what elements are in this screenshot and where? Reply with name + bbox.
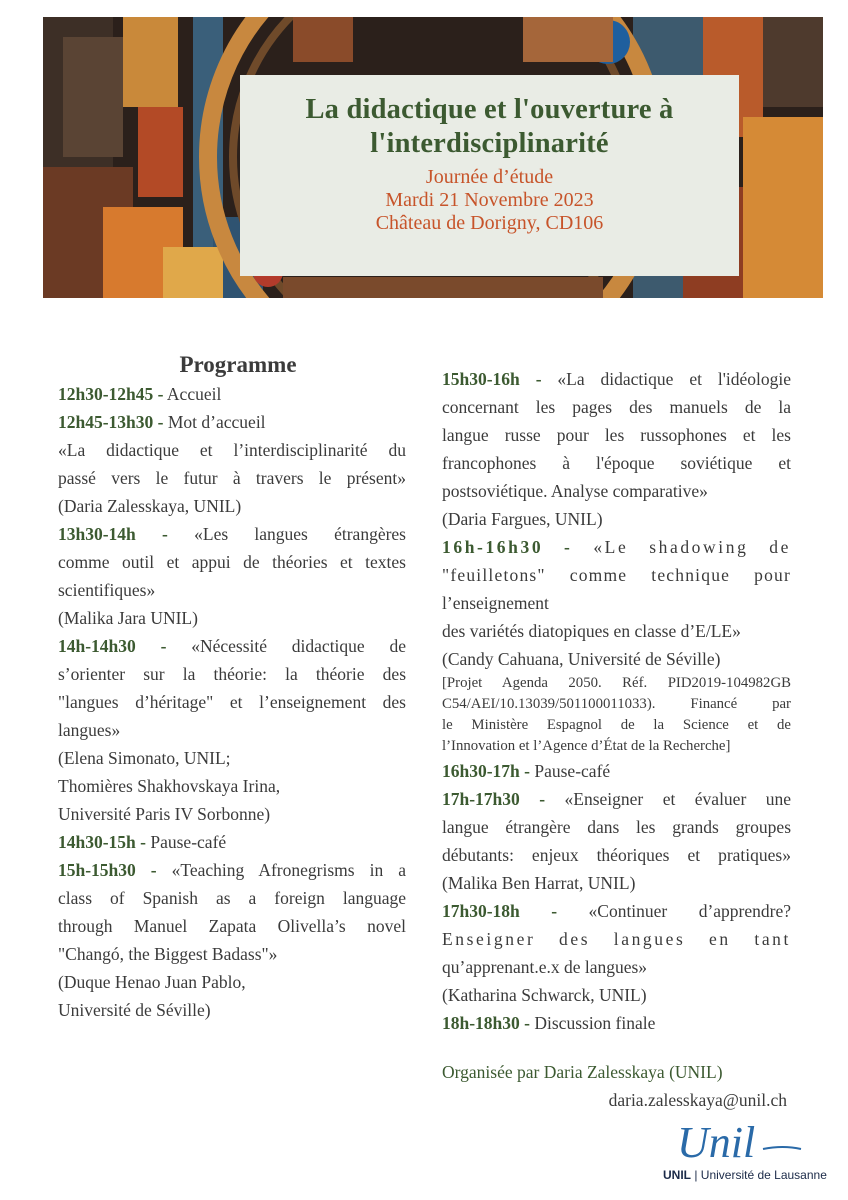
event-title-line2: l'interdisciplinarité	[370, 128, 609, 159]
program-entry	[442, 785, 791, 813]
entry-time: 14h30-15h -	[58, 832, 146, 852]
program-heading: Programme	[179, 352, 297, 377]
entry-text: «Le shadowing de	[572, 537, 791, 557]
entry-speaker: (Candy Cahuana, Université de Séville)	[442, 649, 721, 669]
logo-caption	[663, 1168, 827, 1182]
entry-speaker: (Elena Simonato, UNIL;	[58, 748, 231, 768]
funding-note-line: l’Innovation et l’Agence d’État de la Recherche]	[442, 738, 731, 754]
entry-text: «La didactique et l'idéologie	[541, 369, 791, 389]
entry-time: 16h-16h30 -	[442, 537, 573, 557]
unil-logo	[663, 1119, 827, 1189]
entry-speaker: (Daria Zalesskaya, UNIL)	[58, 496, 242, 516]
entry-speaker: (Katharina Schwarck, UNIL)	[442, 985, 647, 1005]
entry-text: Pause-café	[146, 832, 227, 852]
program-entry	[58, 856, 406, 884]
entry-speaker: (Malika Ben Harrat, UNIL)	[442, 873, 636, 893]
entry-text: «Enseigner et évaluer une	[545, 789, 791, 809]
event-date: Mardi 21 Novembre 2023	[385, 189, 594, 211]
entry-time: 13h30-14h -	[58, 524, 168, 544]
entry-line: postsoviétique. Analyse comparative»	[442, 481, 708, 501]
entry-line: scientifiques»	[58, 580, 156, 600]
program-entry	[442, 897, 791, 925]
entry-line: passé vers le futur à travers le présent»	[58, 468, 406, 488]
entry-line: "langues d’héritage" et l’enseignement des	[58, 692, 406, 712]
program-left-column	[58, 350, 406, 1024]
entry-text: Mot d’accueil	[163, 412, 266, 432]
entry-line: through Manuel Zapata Olivella’s novel	[58, 916, 406, 936]
entry-line: l’enseignement	[442, 593, 549, 613]
entry-line: langues»	[58, 720, 121, 740]
entry-line: s’orienter sur la théorie: la théorie des	[58, 664, 406, 684]
entry-line: "feuilletons" comme technique pour	[442, 565, 791, 585]
program-entry	[58, 632, 406, 660]
event-title	[240, 93, 739, 161]
entry-line: des variétés diatopiques en classe d’E/LE»	[442, 621, 741, 641]
entry-time: 12h45-13h30 -	[58, 412, 164, 432]
logo-script-text: Unil	[677, 1119, 756, 1165]
entry-line: langue russe pour les russophones et les	[442, 425, 791, 445]
entry-speaker: (Malika Jara UNIL)	[58, 608, 198, 628]
contact-email[interactable]: daria.zalesskaya@unil.ch	[608, 1090, 787, 1110]
entry-line: class of Spanish as a foreign language	[58, 888, 406, 908]
entry-line: «La didactique et l’interdisciplinarité du	[58, 440, 406, 460]
funding-note-line: [Projet Agenda 2050. Réf. PID2019-104982GB	[442, 675, 791, 691]
program-entry	[58, 828, 406, 856]
entry-speaker: (Daria Fargues, UNIL)	[442, 509, 603, 529]
entry-line: comme outil et appui de théories et textes	[58, 552, 406, 572]
entry-line: langue étrangère dans les grands groupes	[442, 817, 791, 837]
program-entry	[58, 380, 406, 408]
program-entry	[442, 533, 791, 561]
entry-line: concernant les pages des manuels de la	[442, 397, 791, 417]
program-entry	[442, 757, 791, 785]
entry-text: «Les langues étrangères	[167, 524, 406, 544]
entry-text: «Continuer d’apprendre?	[557, 901, 792, 921]
program-right-column	[442, 365, 791, 1037]
program-entry	[58, 520, 406, 548]
entry-text: «Nécessité didactique de	[166, 636, 406, 656]
entry-line: francophones à l'époque soviétique et	[442, 453, 791, 473]
logo-university-name: Université de Lausanne	[700, 1168, 827, 1182]
entry-text: Accueil	[163, 384, 222, 404]
entry-text: «Teaching Afronegrisms in a	[156, 860, 406, 880]
title-box	[240, 75, 739, 276]
entry-time: 17h30-18h -	[442, 901, 558, 921]
funding-note-line: C54/AEI/10.13039/501100011033). Financé par	[442, 696, 791, 712]
entry-time: 18h-18h30 -	[442, 1013, 530, 1033]
entry-speaker: Thomières Shakhovskaya Irina,	[58, 776, 281, 796]
entry-time: 15h-15h30 -	[58, 860, 157, 880]
event-type: Journée d’étude	[425, 166, 554, 188]
entry-text: Discussion finale	[530, 1013, 656, 1033]
program-entry	[58, 408, 406, 436]
entry-time: 14h-14h30 -	[58, 636, 167, 656]
entry-line: "Changó, the Biggest Badass"»	[58, 944, 278, 964]
logo-separator: |	[691, 1168, 701, 1182]
logo-abbr: UNIL	[663, 1168, 691, 1182]
event-location: Château de Dorigny, CD106	[375, 212, 604, 234]
entry-speaker: (Duque Henao Juan Pablo,	[58, 972, 246, 992]
entry-speaker: Université Paris IV Sorbonne)	[58, 804, 271, 824]
funding-note-line: le Ministère Espagnol de la Science et de	[442, 717, 791, 733]
program-entry	[442, 1009, 791, 1037]
entry-time: 15h30-16h -	[442, 369, 542, 389]
entry-time: 12h30-12h45 -	[58, 384, 164, 404]
entry-text: Pause-café	[530, 761, 611, 781]
header-banner	[43, 17, 823, 298]
program-entry	[442, 365, 791, 393]
entry-line: Enseigner des langues en tant	[442, 929, 791, 949]
entry-time: 16h30-17h -	[442, 761, 530, 781]
unil-script-logo-icon	[673, 1119, 803, 1165]
entry-line: qu’apprenant.e.x de langues»	[442, 957, 648, 977]
entry-line: débutants: enjeux théoriques et pratiques»	[442, 845, 791, 865]
organizer-text: Organisée par Daria Zalesskaya (UNIL)	[442, 1062, 723, 1082]
entry-time: 17h-17h30 -	[442, 789, 546, 809]
event-title-line1: La didactique et l'ouverture à	[305, 94, 674, 125]
entry-speaker: Université de Séville)	[58, 1000, 211, 1020]
